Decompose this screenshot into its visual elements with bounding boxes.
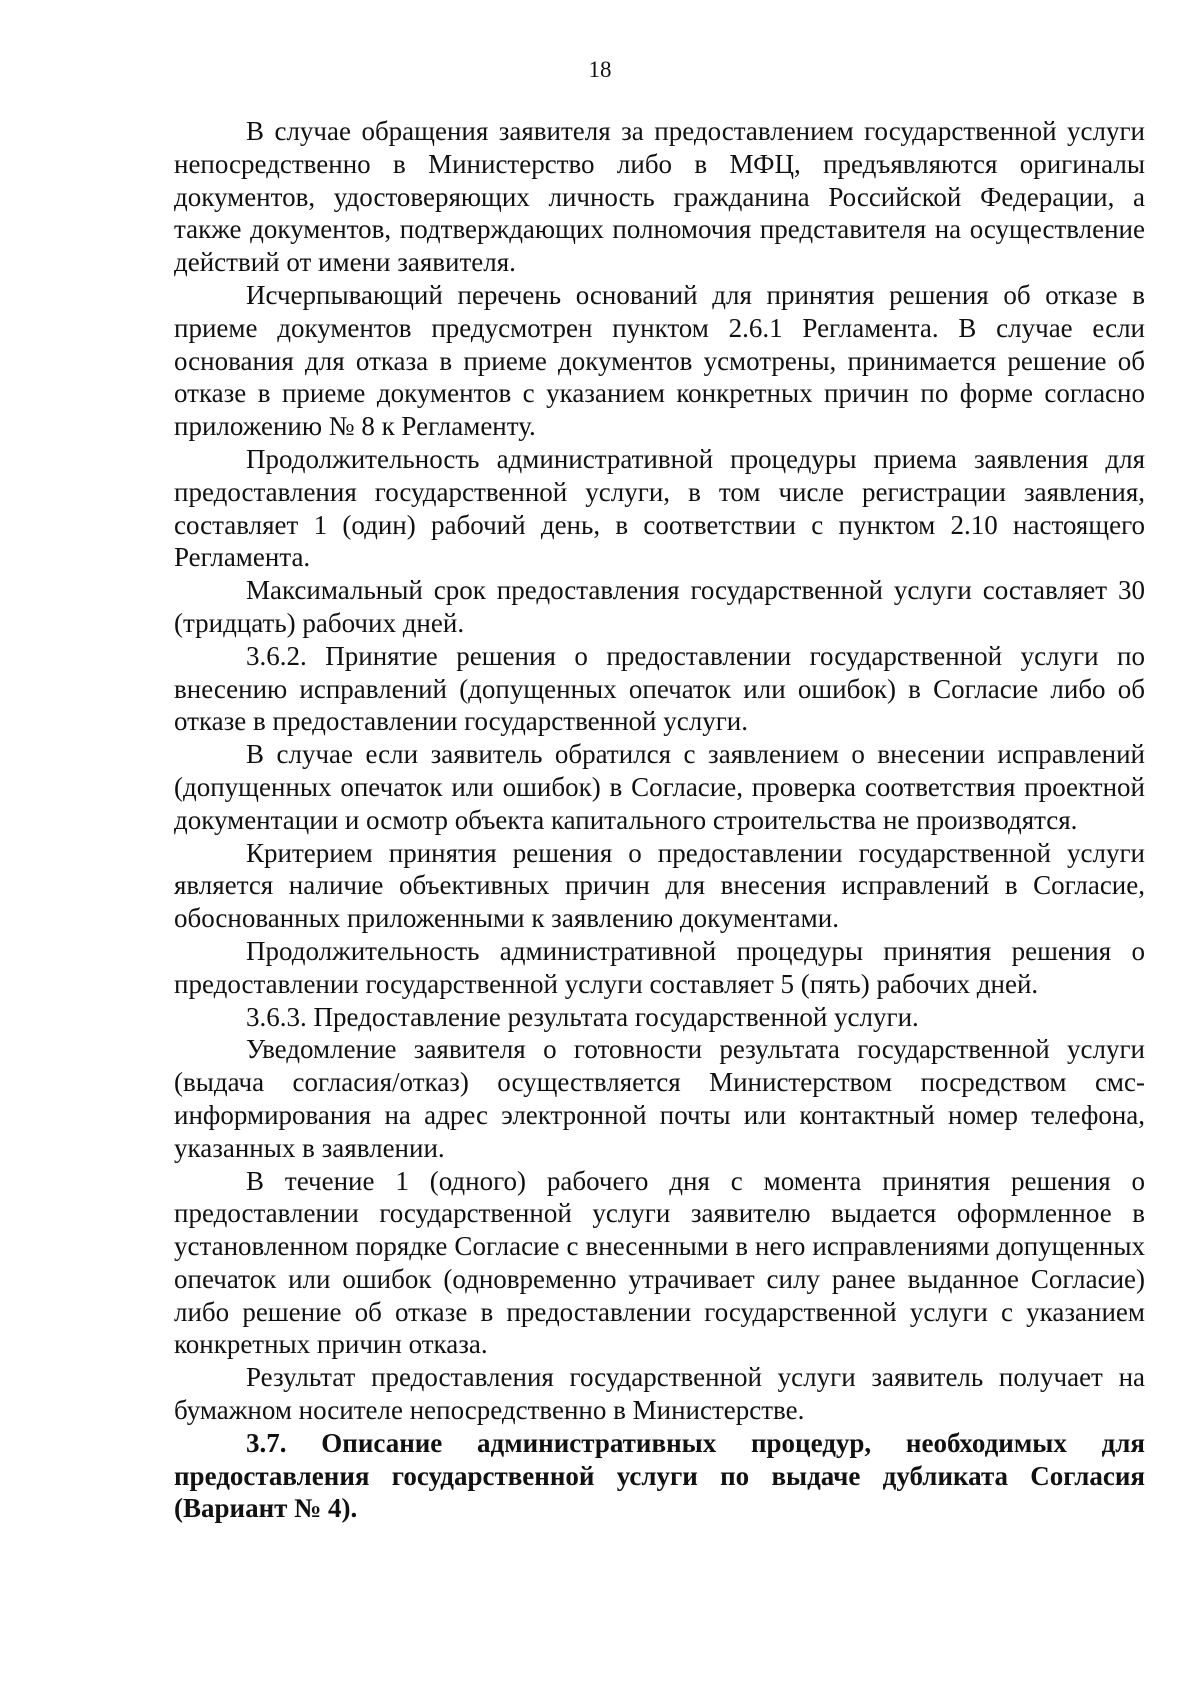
paragraph-section-3-6-3: 3.6.3. Предоставление результата государственной услуги.: [246, 1001, 919, 1032]
document-body: [174, 115, 1145, 1525]
paragraph-section-3-6-2: 3.6.2. Принятие решения о предоставлении государственной услуги по внесению исправлений (допущенных опечаток или ошибок) в Согласие либо об отказе в предоставлении государственной услуги.: [174, 640, 1145, 737]
page-number: 18: [588, 57, 612, 82]
paragraph-issuance: В течение 1 (одного) рабочего дня с момента принятия решения о предоставлении государственной услуги заявителю выдается оформленное в установленном порядке Согласие с внесенными в него исправлениями допущенных опечаток или ошибок (одновременно утрачивает силу ранее выданное Согласие) либо решение об отказе в предоставлении государственной услуги с указанием конкретных причин отказа.: [174, 1165, 1145, 1360]
paragraph-max-term: Максимальный срок предоставления государственной услуги составляет 30 (тридцать) рабочих дней.: [174, 575, 1145, 638]
paragraph-decision-criterion: Критерием принятия решения о предоставлении государственной услуги является наличие объективных причин для внесения исправлений в Согласие, обоснованных приложенными к заявлению документами.: [174, 837, 1145, 934]
paragraph-decision-duration: Продолжительность административной процедуры принятия решения о предоставлении государственной услуги составляет 5 (пять) рабочих дней.: [174, 935, 1145, 999]
paragraph-no-inspection: В случае если заявитель обратился с заявлением о внесении исправлений (допущенных опечаток или ошибок) в Согласие, проверка соответствия проектной документации и осмотр объекта капитального строительства не производятся.: [174, 739, 1145, 835]
paragraph-identity-documents: В случае обращения заявителя за предоставлением государственной услуги непосредственно в Министерство либо в МФЦ, предъявляются оригиналы документов, удостоверяющих личность гражданина Российской Федерации, а также документов, подтверждающих полномочия представителя на осуществление действий от имени заявителя.: [174, 116, 1145, 278]
paragraph-refusal-grounds: Исчерпывающий перечень оснований для принятия решения об отказе в приеме документов предусмотрен пунктом 2.6.1 Регламента. В случае если основания для отказа в приеме документов усмотрены, принимается решение об отказе в приеме документов с указанием конкретных причин по форме согласно приложению № 8 к Регламенту.: [174, 279, 1145, 442]
paragraph-reception-duration: Продолжительность административной процедуры приема заявления для предоставления государственной услуги, в том числе регистрации заявления, составляет 1 (один) рабочий день, в соответствии с пунктом 2.10 настоящего Регламента.: [174, 443, 1145, 573]
section-heading-3-7: 3.7. Описание административных процедур, необходимых для предоставления государственной услуги по выдаче дубликата Согласия (Вариант № 4).: [174, 1427, 1145, 1524]
paragraph-result-paper: Результат предоставления государственной услуги заявитель получает на бумажном носителе непосредственно в Министерстве.: [174, 1362, 1145, 1426]
paragraph-notification: Уведомление заявителя о готовности результата государственной услуги (выдача согласия/отказ) осуществляется Министерством посредством смс-информирования на адрес электронной почты или контактный номер телефона, указанных в заявлении.: [174, 1034, 1145, 1163]
